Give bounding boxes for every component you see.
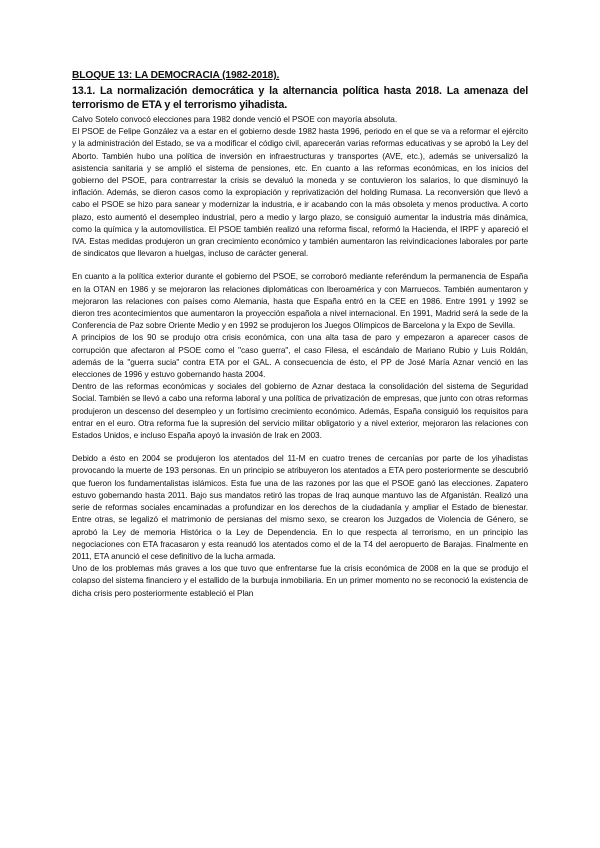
paragraph-intro: Calvo Sotelo convocó elecciones para 1982 donde venció el PSOE con mayoría absoluta. [72,115,398,124]
paragraph-aznar-reforms: Dentro de las reformas económicas y sociales del gobierno de Aznar destaca la consolidación del sistema de Seguridad Social. También se llevó a cabo una reforma laboral y una política de privatización de empresas, que junto con otras reformas produjeron un descenso del desempleo y un fortísimo crecimiento económico. Además, España consiguió los requisitos para entrar en el euro. Otra reforma fue la supresión del servicio militar obligatorio y a nivel exterior, mejoraron las relaciones con Estados Unidos, e incluso España apoyó la invasión de Irak en 2003. [72,382,528,441]
paragraph-crisis-90s: A principios de los 90 se produjo otra crisis económica, con una alta tasa de paro y empezaron a aparecer casos de corrupción que afectaron al PSOE como el "caso guerra", el caso Filesa, el escándalo de Mariano Rubio y Luis Roldán, además de la "guerra sucia" contra ETA por el GAL. A consecuencia de ésto, el PP de José María Aznar venció en las elecciones de 1996 y estuvo gobernando hasta 2004. [72,333,528,380]
paragraph-gap [72,260,528,271]
paragraph-crisis-2008: Uno de los problemas más graves a los que tuvo que enfrentarse fue la crisis económica de 2008 en la que se produjo el colapso del sistema financiero y el estallido de la burbuja inmobiliaria. En un primer momento no se reconoció la existencia de dicha crisis pero posteriormente estableció el Plan [72,564,528,598]
paragraph-gap [72,442,528,453]
paragraph-psoe-government: El PSOE de Felipe González va a estar en el gobierno desde 1982 hasta 1996, periodo en el que se va a reformar el ejército y la administración del Estado, se va a modificar el código civil, aparecerán varias reformas educativas y se aprobó la Ley del Aborto. También hubo una política de inversión en infraestructuras y transportes (AVE, etc.), además se universalizó la asistencia sanitaria y se amplió el sistema de pensiones, etc. En cuanto a las reformas económicas, en los inicios del gobierno del PSOE, para contrarrestar la crisis se devaluó la moneda y se contuvieron los salarios, lo que disminuyó la inflación. Además, se dieron casos como la expropiación y reprivatización del holding Rumasa. La reconversión que llevó a cabo el PSOE se hizo para sanear y modernizar la industria, e ir acabando con la más obsoleta y menos productiva. A corto plazo, esto aumentó el desempleo industrial, pero a medio y largo plazo, se consiguió aumentar la industria más dinámica, como la química y la automovilística. El PSOE también realizó una reforma fiscal, reformó la Hacienda, el IRPF y apareció el IVA. Estas medidas produjeron un gran crecimiento económico y también aumentaron las reivindicaciones laborales por parte de sindicatos que llevaron a huelgas, incluso de carácter general. [72,127,528,259]
paragraph-foreign-policy: En cuanto a la política exterior durante el gobierno del PSOE, se corroboró mediante referéndum la permanencia de España en la OTAN en 1986 y se mejoraron las relaciones diplomáticas con Iberoamérica y con Marruecos. También aumentaron y mejoraron las relaciones con países como Alemania, hasta que España entró en la CEE en 1986. Entre 1991 y 1992 se dieron tres acontecimientos que aumentaron la proyección española a nivel internacional. En 1991, Madrid será la sede de la Conferencia de Paz sobre Oriente Medio y en 1992 se produjeron los Juegos Olímpicos de Barcelona y la Expo de Sevilla. [72,272,528,331]
block-title: BLOQUE 13: LA DEMOCRACIA (1982-2018). [72,70,280,81]
section-title: 13.1. La normalización democrática y la alternancia política hasta 2018. La amenaza del terrorismo de ETA y el terrorismo yihadista. [72,85,528,111]
paragraph-11m-zapatero: Debido a ésto en 2004 se produjeron los atentados del 11-M en cuatro trenes de cercanías por parte de los yihadistas provocando la muerte de 193 personas. En un principio se atribuyeron los atentados a ETA pero posteriormente se descubrió que fueron los fundamentalistas islámicos. Esta fue una de las razones por las que el PSOE ganó las elecciones. Zapatero estuvo gobernando hasta 2011. Bajo sus mandatos retiró las tropas de Iraq aunque mantuvo las de Afganistán. Realizó una serie de reformas sociales encaminadas a profundizar en los derechos de la ciudadanía y ampliar el Estado de bienestar. Entre otras, se legalizó el matrimonio de persianas del mismo sexo, se crearon los Juzgados de Violencia de Género, se aprobó la Ley de memoria Histórica o la Ley de Dependencia. En lo que respecta al terrorismo, en un principio las negociaciones con ETA fracasaron y esta reanudó los atentados como el de la T4 del aeropuerto de Barajas. Finalmente en 2011, ETA anunció el cese definitivo de la lucha armada. [72,454,528,561]
document-page [72,70,528,600]
